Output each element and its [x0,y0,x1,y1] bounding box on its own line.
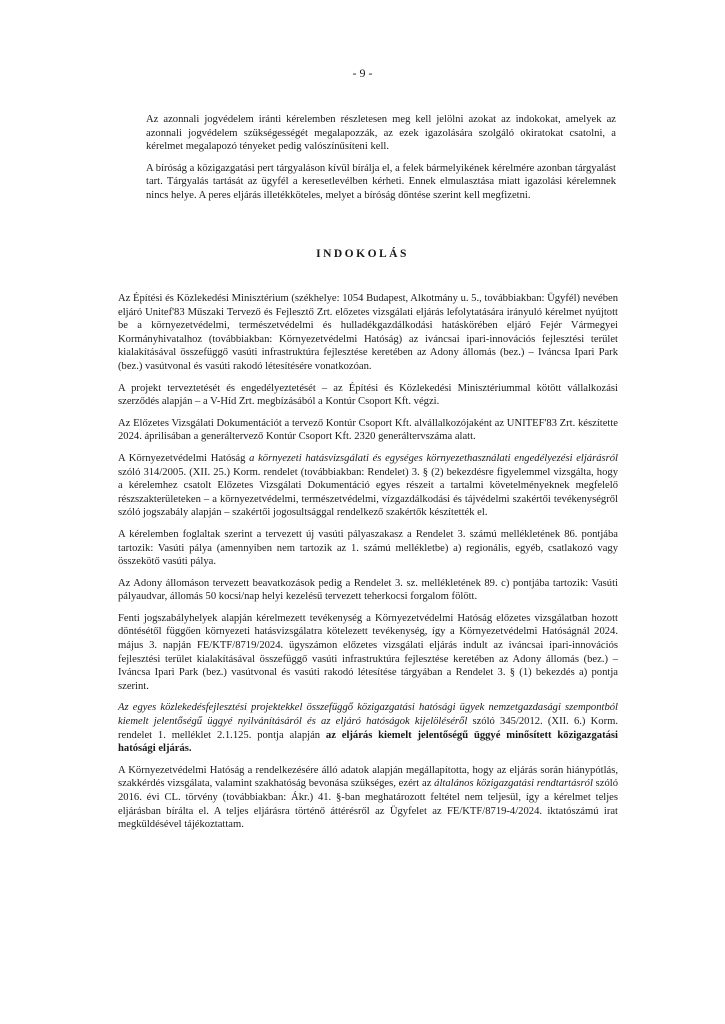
text-run: szóló 2016. évi CL. törvény (továbbiakban: Ákr.) 41. §-ban meghatározott feltétel nem teljesül, így a kérelmet teljes eljárásban bírálta el. A teljes eljárásra történő áttérésről az Ügyfelet az FE/KTF/8719-4/2024. iktatószámú irat megküldésével tájékoztattam. [118,778,619,831]
paragraph: A bíróság a közigazgatási pert tárgyaláson kívül bírálja el, a felek bármelyikének kérelmére azonban tárgyalást tart. Tárgyalás tartását az ügyfél a keresetlevélben kérheti. Ennek elmulasztása miatt igazolási kérelemnek nincs helye. A peres eljárás illetékköteles, melyet a bíróság döntése szerint kell megfizetni. [146,162,616,201]
text-run: A Környezetvédelmi Hatóság [118,452,250,464]
text-run: szóló 345/2012. (XII. 6.) Korm. rendelet 1. melléklet 2.1.125. pontja alapján [118,716,618,741]
paragraph [118,452,618,520]
top-section [146,113,616,211]
main-section [118,292,618,840]
paragraph: A projekt terveztetését és engedélyeztetését – az Építési és Közlekedési Minisztériummal kötött vállalkozási szerződés alapján – a V-Híd Zrt. megbízásából a Kontúr Csoport Kft. végzi. [118,382,618,408]
text-run: A Környezetvédelmi Hatóság a rendelkezésére álló adatok alapján megállapította, hogy az eljárás során hiánypótlás, szakkérdés vizsgálata, valamint szakhatóság bevonása szükséges, ezért az [118,764,618,790]
paragraph: Az Előzetes Vizsgálati Dokumentációt a tervező Kontúr Csoport Kft. alvállalkozójaként az UNITEF'83 Zrt. készítette 2024. áprilisában a generáltervező Kontúr Csoport Kft. 2320 generáltervszáma alatt. [118,417,618,443]
paragraph: Fenti jogszabályhelyek alapján kérelmezett tevékenység a Környezetvédelmi Hatóság előzetes vizsgálatban hozott döntésétől függően környezeti hatásvizsgálatra kötelezett tevékenység, így a Környezetvédelmi Hatóságnál 2024. május 3. napján FE/KTF/8719/2024. ügyszámon előzetes vizsgálati eljárás indult az iváncsai ipari-innovációs fejlesztési terület kialakításával összefüggő vasúti infrastruktúra fejlesztése keretében az Adony állomás (bez.) – Iváncsa Ipari Park (bez.) vasútvonal és vasúti rakodó létesítése tárgyában a Rendelet 3. § (1) bekezdés a) pontja szerint. [118,612,618,692]
paragraph [118,764,618,832]
italic-text: a környezeti hatásvizsgálati és egységes környezethasználati engedélyezési eljárásról [249,452,618,464]
paragraph: A kérelemben foglaltak szerint a tervezett új vasúti pályaszakasz a Rendelet 3. számú mellékletének 86. pontjába tartozik: Vasúti pálya (amennyiben nem tartozik az 1. számú mellékletbe) a) regionális, egyéb, csatlakozó vagy összekötő vasúti pálya. [118,528,618,568]
paragraph: Az Adony állomáson tervezett beavatkozások pedig a Rendelet 3. sz. mellékletének 89. c) pontjába tartozik: Vasúti pályaudvar, állomás 50 kocsi/nap helyi kezelésű tervezett teherkocsi forgalom fölött. [118,577,618,603]
italic-text: Az egyes közlekedésfejlesztési projektekkel összefüggő közigazgatási hatósági ügyek nemzetgazdasági szempontból kiemelt jelentőségű üggyé nyilvánításáról és az eljáró hatóságok kijelöléséről [118,702,618,728]
section-title: INDOKOLÁS [316,248,409,260]
italic-text: általános közigazgatási rendtartásról [434,778,593,790]
paragraph: Az azonnali jogvédelem iránti kérelemben részletesen meg kell jelölni azokat az indokokat, amelyek az azonnali jogvédelem szükségességét megalapozzák, az ezek igazolására szolgáló okiratokat csatolni, a kérelmet megalapozó tényeket pedig valószínűsíteni kell. [146,114,616,153]
bold-text: az eljárás kiemelt jelentőségű üggyé minősített közigazgatási hatósági eljárás. [118,729,618,755]
text-run: szóló 314/2005. (XII. 25.) Korm. rendelet (továbbiakban: Rendelet) 3. § (2) bekezdésre figyelemmel vizsgálta, hogy a kérelemhez csatolt Előzetes Vizsgálati Dokumentáció egyes részeit a tartalmi követelményeknek megfelelő részszakterületeken – a környezetvédelmi, természetvédelmi, vízgazdálkodási és tájvédelmi szakértői tevékenységről szóló jogszabály alapján – szakértői jogosultsággal rendelkező szakértők készítették el. [118,466,618,519]
page-number: - 9 - [352,66,373,80]
paragraph: Az Építési és Közlekedési Minisztérium (székhelye: 1054 Budapest, Alkotmány u. 5., továbbiakban: Ügyfél) nevében eljáró Unitef'83 Műszaki Tervező és Fejlesztő Zrt. előzetes vizsgálati eljárás lefolytatására irányuló kérelmet nyújtott be a környezetvédelmi, természetvédelmi és hulladékgazdálkodási hatáskörében eljáró Fejér Vármegyei Kormányhivatalhoz (továbbiakban: Környezetvédelmi Hatóság) az iváncsai ipari-innovációs fejlesztési terület kialakításával összefüggő vasúti infrastruktúra fejlesztése keretében az Adony állomás (bez.) – Iváncsa Ipari Park (bez.) vasútvonal és vasúti rakodó létesítésére vonatkozóan. [118,293,618,372]
paragraph [118,701,618,755]
